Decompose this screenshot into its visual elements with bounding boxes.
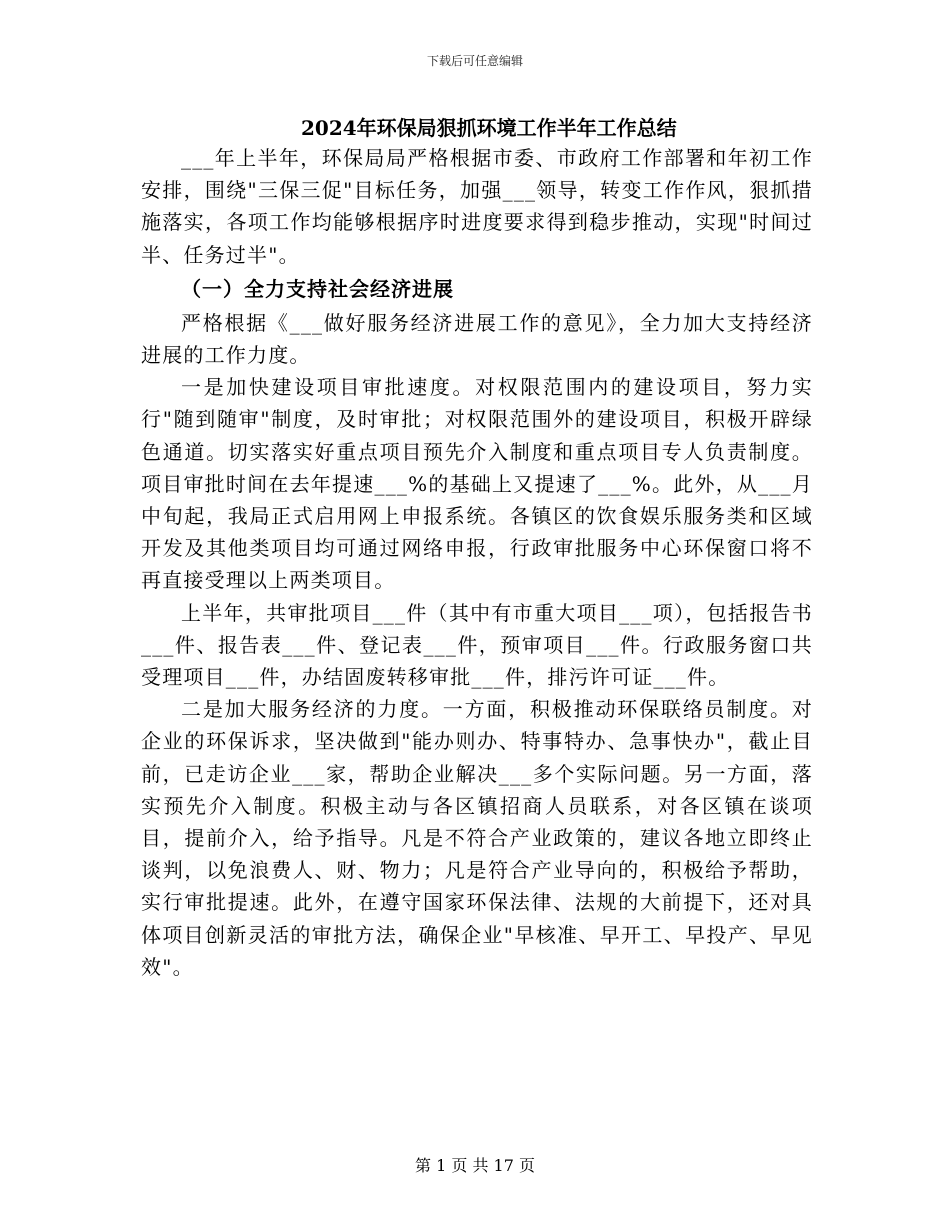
- body-paragraph: 二是加大服务经济的力度。一方面，积极推动环保联络员制度。对企业的环保诉求，坚决做到"能办则办、特事特办、急事快办"，截止目前，已走访企业___家，帮助企业解决___多个实际问题。另一方面，落实预先介入制度。积极主动与各区镇招商人员联系，对各区镇在谈项目，提前介入，给予指导。凡是不符合产业政策的，建议各地立即终止谈判，以免浪费人、财、物力；凡是符合产业导向的，积极给予帮助，实行审批提速。此外，在遵守国家环保法律、法规的大前提下，还对具体项目创新灵活的审批方法，确保企业"早核准、早开工、早投产、早见效"。: [141, 697, 813, 979]
- body-paragraph: 严格根据《___做好服务经济进展工作的意见》，全力加大支持经济进展的工作力度。: [141, 310, 813, 368]
- page-number: 第 1 页 共 17 页: [415, 1156, 535, 1175]
- section-heading: （一）全力支持社会经济进展: [181, 276, 454, 301]
- intro-paragraph: ___年上半年，环保局局严格根据市委、市政府工作部署和年初工作安排，围绕"三保三促"目标任务，加强___领导，转变工作作风，狠抓措施落实，各项工作均能够根据序时进度要求得到稳步推动，实现"时间过半、任务过半"。: [141, 146, 813, 267]
- page-header-note: 下载后可任意编辑: [426, 54, 523, 68]
- body-paragraph: 一是加快建设项目审批速度。对权限范围内的建设项目，努力实行"随到随审"制度，及时审批；对权限范围外的建设项目，积极开辟绿色通道。切实落实好重点项目预先介入制度和重点项目专人负责制度。项目审批时间在去年提速___%的基础上又提速了___%。此外，从___月中旬起，我局正式启用网上申报系统。各镇区的饮食娱乐服务类和区域开发及其他类项目均可通过网络申报，行政审批服务中心环保窗口将不再直接受理以上两类项目。: [141, 375, 813, 593]
- body-paragraph: 上半年，共审批项目___件（其中有市重大项目___项），包括报告书___件、报告表___件、登记表___件，预审项目___件。行政服务窗口共受理项目___件，办结固废转移审批___件，排污许可证___件。: [141, 600, 813, 690]
- document-body: [141, 114, 813, 983]
- document-title: 2024年环保局狠抓环境工作半年工作总结: [301, 116, 677, 140]
